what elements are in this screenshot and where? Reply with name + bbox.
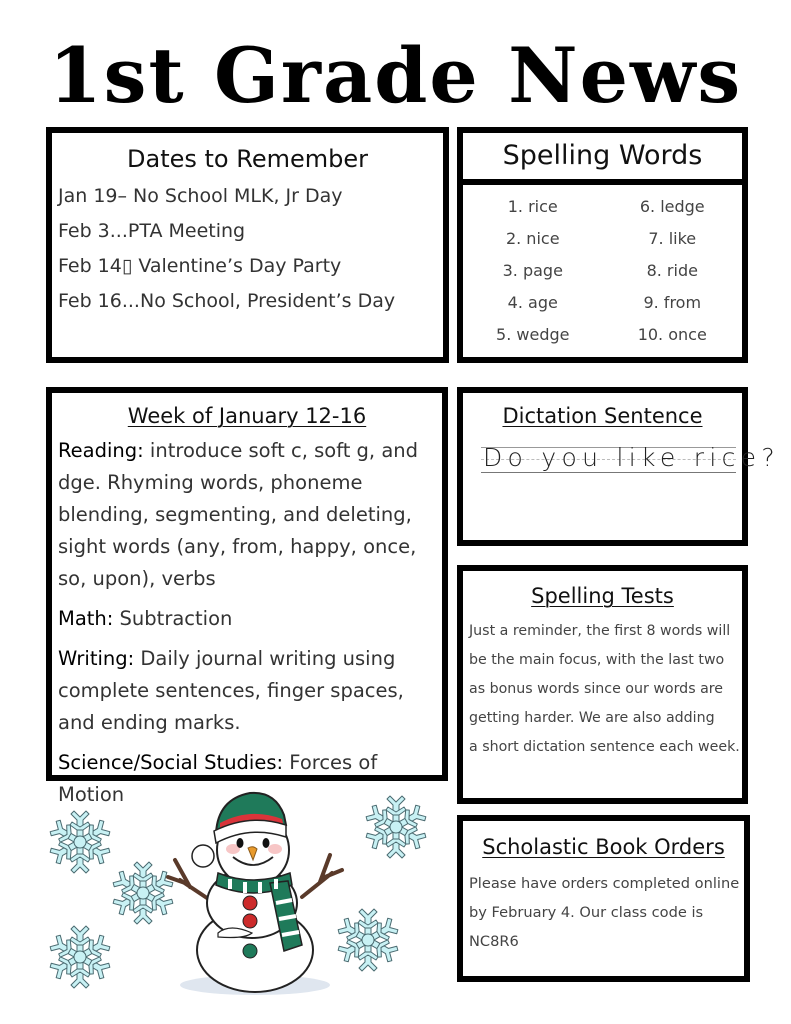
snowflake-icon <box>48 811 112 873</box>
snowflake-icon <box>111 862 175 924</box>
book-orders-box <box>457 815 750 982</box>
book-orders-text <box>469 869 738 956</box>
spelling-word: 5. wedge <box>496 325 570 344</box>
snowman-illustration <box>40 785 440 1015</box>
text-line: a short dictation sentence each week. <box>469 739 740 755</box>
curriculum-math <box>58 603 436 635</box>
newsletter-title: 1st Grade News <box>48 31 743 120</box>
spelling-tests-box <box>457 565 748 804</box>
date-item: Jan 19– No School MLK, Jr Day <box>58 185 343 207</box>
spelling-tests-title: Spelling Tests <box>531 584 674 608</box>
curriculum-reading <box>58 435 436 595</box>
subject-label: Math: <box>58 607 114 630</box>
date-item: Feb 14▯ Valentine’s Day Party <box>58 255 342 277</box>
snowflake-icon <box>364 796 428 858</box>
dates-title: Dates to Remember <box>127 145 368 173</box>
spelling-word: 8. ride <box>646 261 698 280</box>
subject-label: Reading: <box>58 439 144 462</box>
date-item: Feb 3...PTA Meeting <box>58 220 246 242</box>
spelling-word: 2. nice <box>505 229 560 248</box>
class-code: NC8R6 <box>469 933 519 950</box>
subject-text: Daily journal writing using complete sentences, finger spaces, and ending marks. <box>58 647 404 734</box>
subject-text: Subtraction <box>113 607 233 630</box>
subject-label: Writing: <box>58 647 135 670</box>
spelling-word: 4. age <box>507 293 558 312</box>
weekly-curriculum-box <box>46 387 448 806</box>
curriculum-writing <box>58 643 436 739</box>
spelling-words-header <box>457 127 748 185</box>
spelling-word: 9. from <box>643 293 702 312</box>
spelling-words-title: Spelling Words <box>502 140 703 171</box>
week-title: Week of January 12-16 <box>127 404 367 428</box>
handwriting-lines <box>481 443 780 475</box>
subject-label: Science/Social Studies: <box>58 751 284 774</box>
snowflake-icon <box>48 926 112 988</box>
dictation-sentence-box <box>457 387 780 546</box>
spelling-words-list <box>457 179 748 363</box>
dictation-title: Dictation Sentence <box>502 404 703 428</box>
text-line: as bonus words since our words are <box>469 681 724 697</box>
date-item: Feb 16...No School, President’s Day <box>58 290 396 312</box>
book-orders-title: Scholastic Book Orders <box>482 835 725 859</box>
text-line: Just a reminder, the first 8 words will <box>469 623 731 639</box>
spelling-word: 10. once <box>637 325 707 344</box>
spelling-word: 3. page <box>502 261 563 280</box>
text-line: Please have orders completed online <box>469 875 740 892</box>
spelling-word: 1. rice <box>507 197 558 216</box>
text-line: by February 4. Our class code is <box>469 904 704 921</box>
subject-text: introduce soft c, soft g, and dge. Rhyming words, phoneme blending, segmenting, and deleting, sight words (any, from, happy, once, so, upon), verbs <box>58 439 419 590</box>
spelling-word: 7. like <box>648 229 697 248</box>
spelling-word: 6. ledge <box>639 197 705 216</box>
dictation-sentence: Do you like rice? <box>483 443 780 472</box>
dates-to-remember-box <box>46 127 449 363</box>
subject-text: Forces of Motion <box>58 751 378 806</box>
text-line: be the main focus, with the last two <box>469 652 725 668</box>
spelling-tests-text <box>469 617 740 762</box>
text-line: getting harder. We are also adding <box>469 710 715 726</box>
snowflake-icon <box>336 909 400 971</box>
